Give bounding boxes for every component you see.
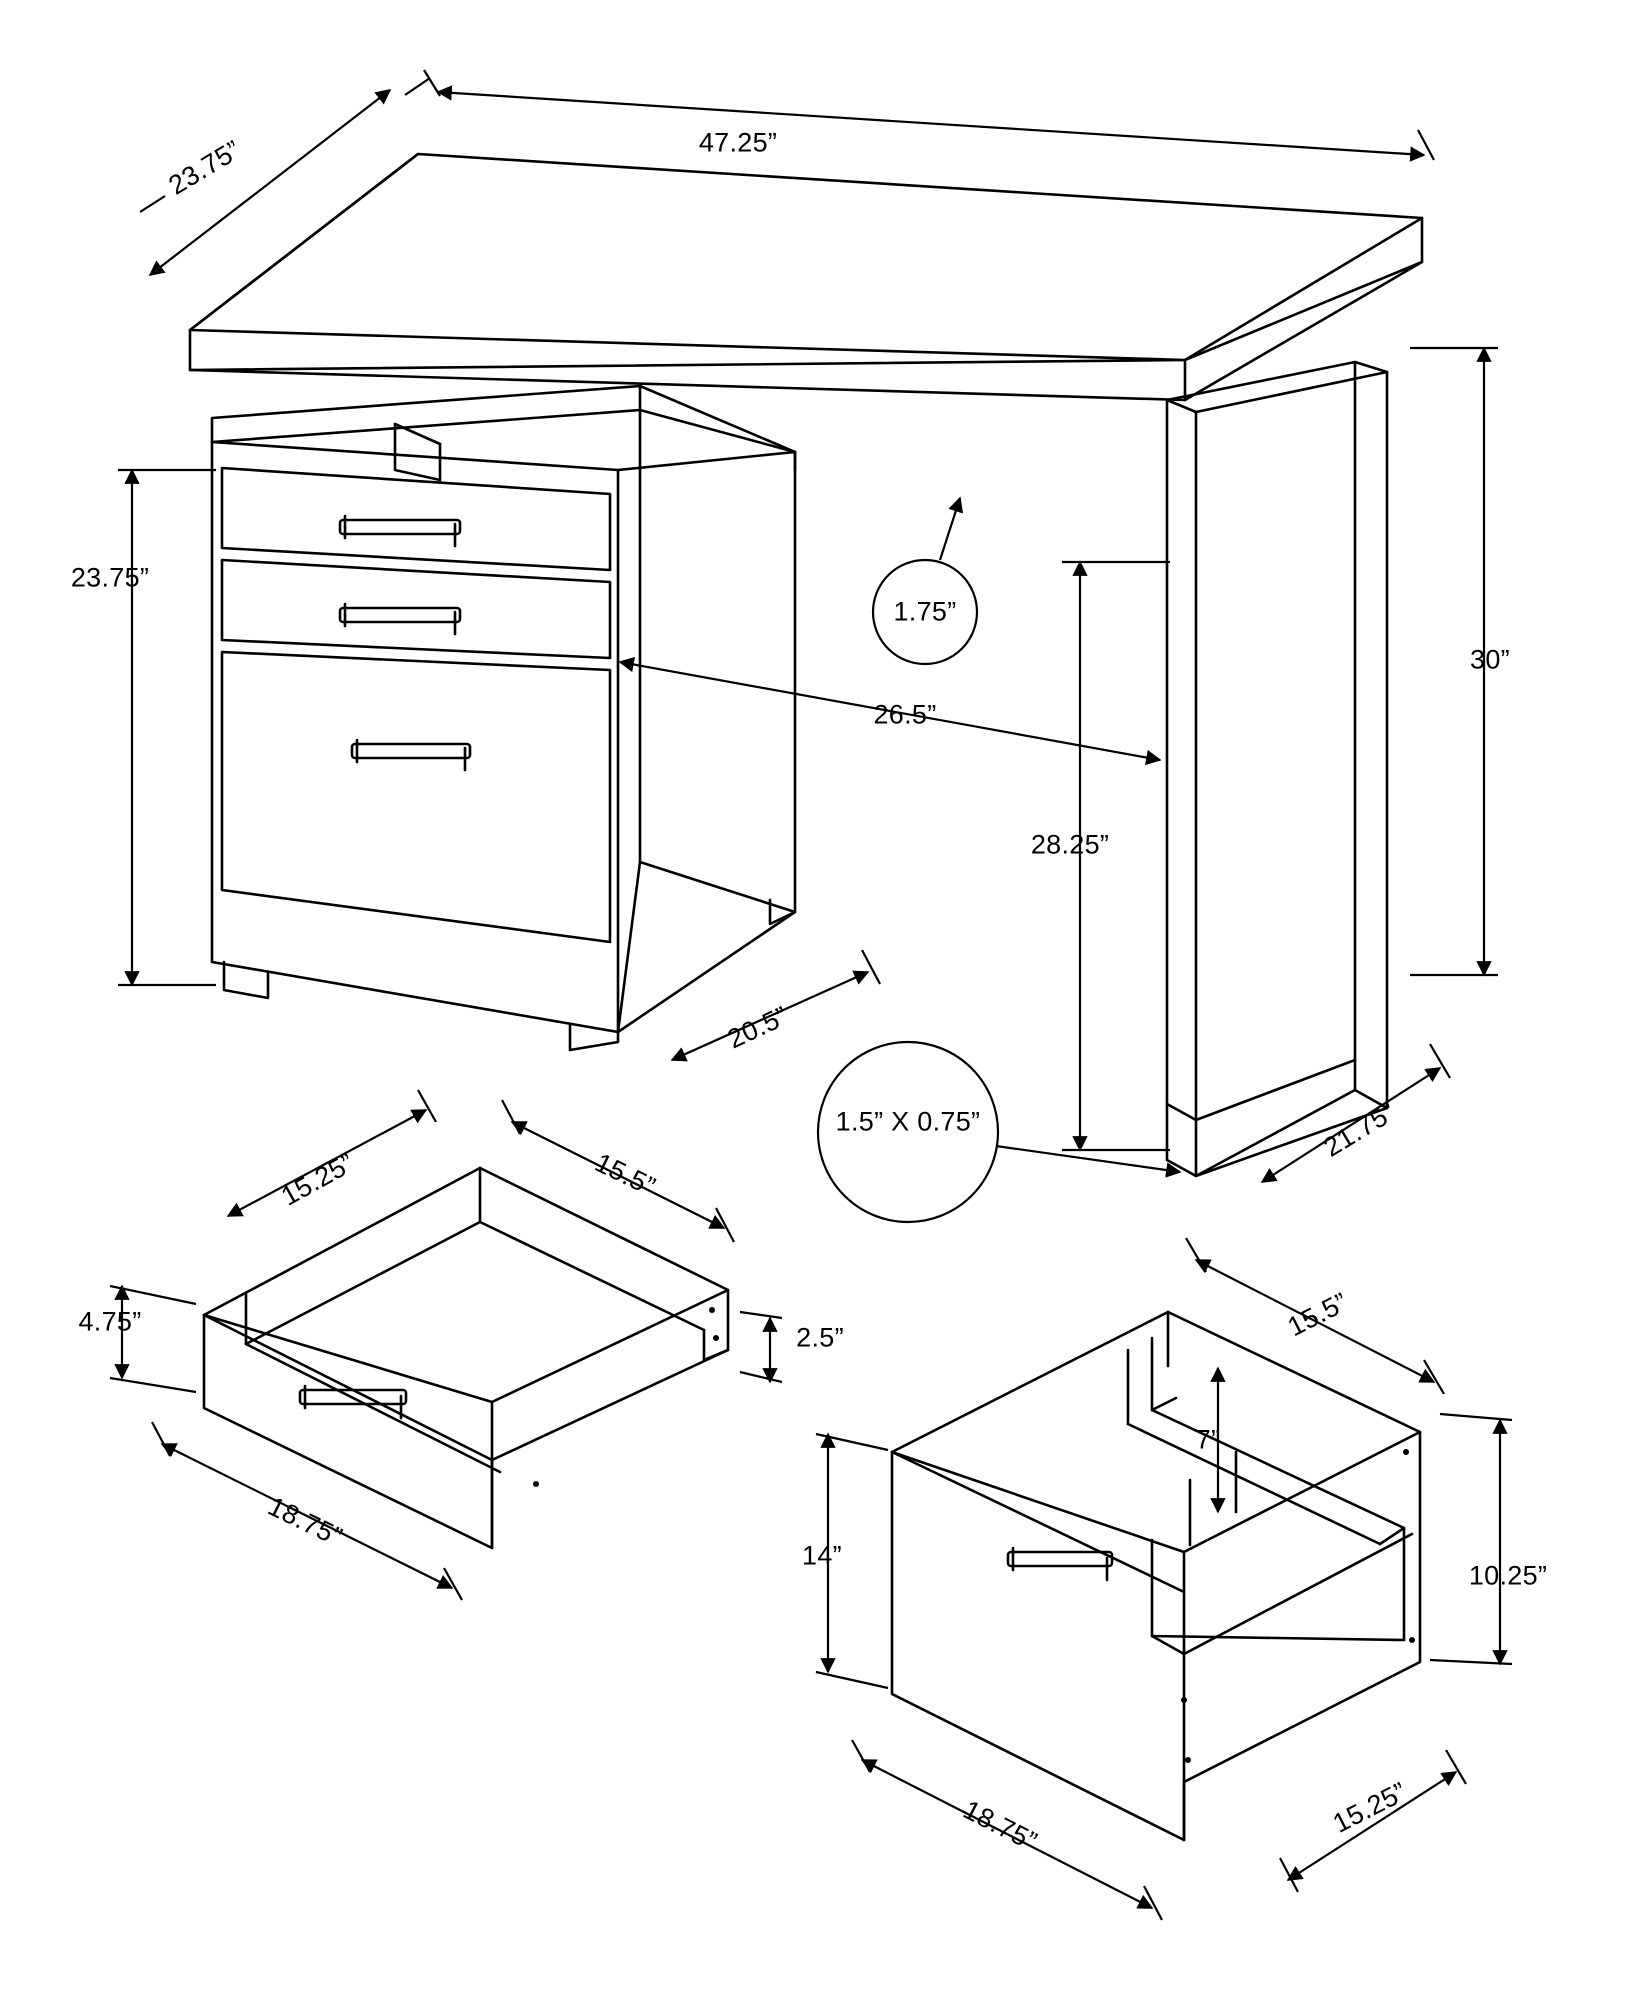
dim-label-pedestal-depth: 20.5” xyxy=(722,1000,793,1055)
dim-label-file-drawer-front-width: 18.75” xyxy=(958,1794,1042,1857)
dim-label-leg-height: 28.25” xyxy=(1030,829,1110,860)
file-drawer-drawing xyxy=(892,1312,1420,1840)
dim-label-file-drawer-front-height: 14” xyxy=(802,1540,842,1571)
dim-label-file-drawer-box-width: 15.5” xyxy=(1282,1286,1353,1343)
dim-label-small-drawer-box-height: 2.5” xyxy=(796,1322,844,1353)
dim-label-file-drawer-depth: 15.25” xyxy=(1328,1776,1412,1839)
desk-pedestal-cabinet xyxy=(212,386,795,1050)
dim-label-small-drawer-box-width: 15.5” xyxy=(590,1147,661,1202)
desk-top xyxy=(190,154,1422,400)
dim-label-leg-depth: 21.75” xyxy=(1318,1096,1402,1163)
dim-label-pedestal-height: 23.75” xyxy=(70,562,150,593)
desk-right-leg-frame xyxy=(1167,362,1387,1176)
dim-label-file-drawer-interior-height: 7” xyxy=(1195,1424,1221,1455)
dim-label-top-depth: 23.75” xyxy=(163,134,247,201)
dim-label-small-drawer-depth: 15.25” xyxy=(276,1147,360,1212)
dim-label-knee-width: 26.5” xyxy=(873,699,937,730)
dim-label-top-thickness: 1.75” xyxy=(893,596,957,627)
dim-label-top-width: 47.25” xyxy=(698,127,778,158)
dim-label-small-drawer-front-height: 4.75” xyxy=(78,1306,142,1337)
dim-label-leg-profile: 1.5” X 0.75” xyxy=(835,1106,981,1137)
dim-label-overall-height: 30” xyxy=(1470,644,1510,675)
small-drawer-drawing xyxy=(204,1168,728,1548)
desk-assembly-drawing xyxy=(190,154,1422,1840)
dim-label-small-drawer-front-width: 18.75” xyxy=(263,1490,348,1553)
dim-label-file-drawer-box-height: 10.25” xyxy=(1468,1560,1548,1591)
